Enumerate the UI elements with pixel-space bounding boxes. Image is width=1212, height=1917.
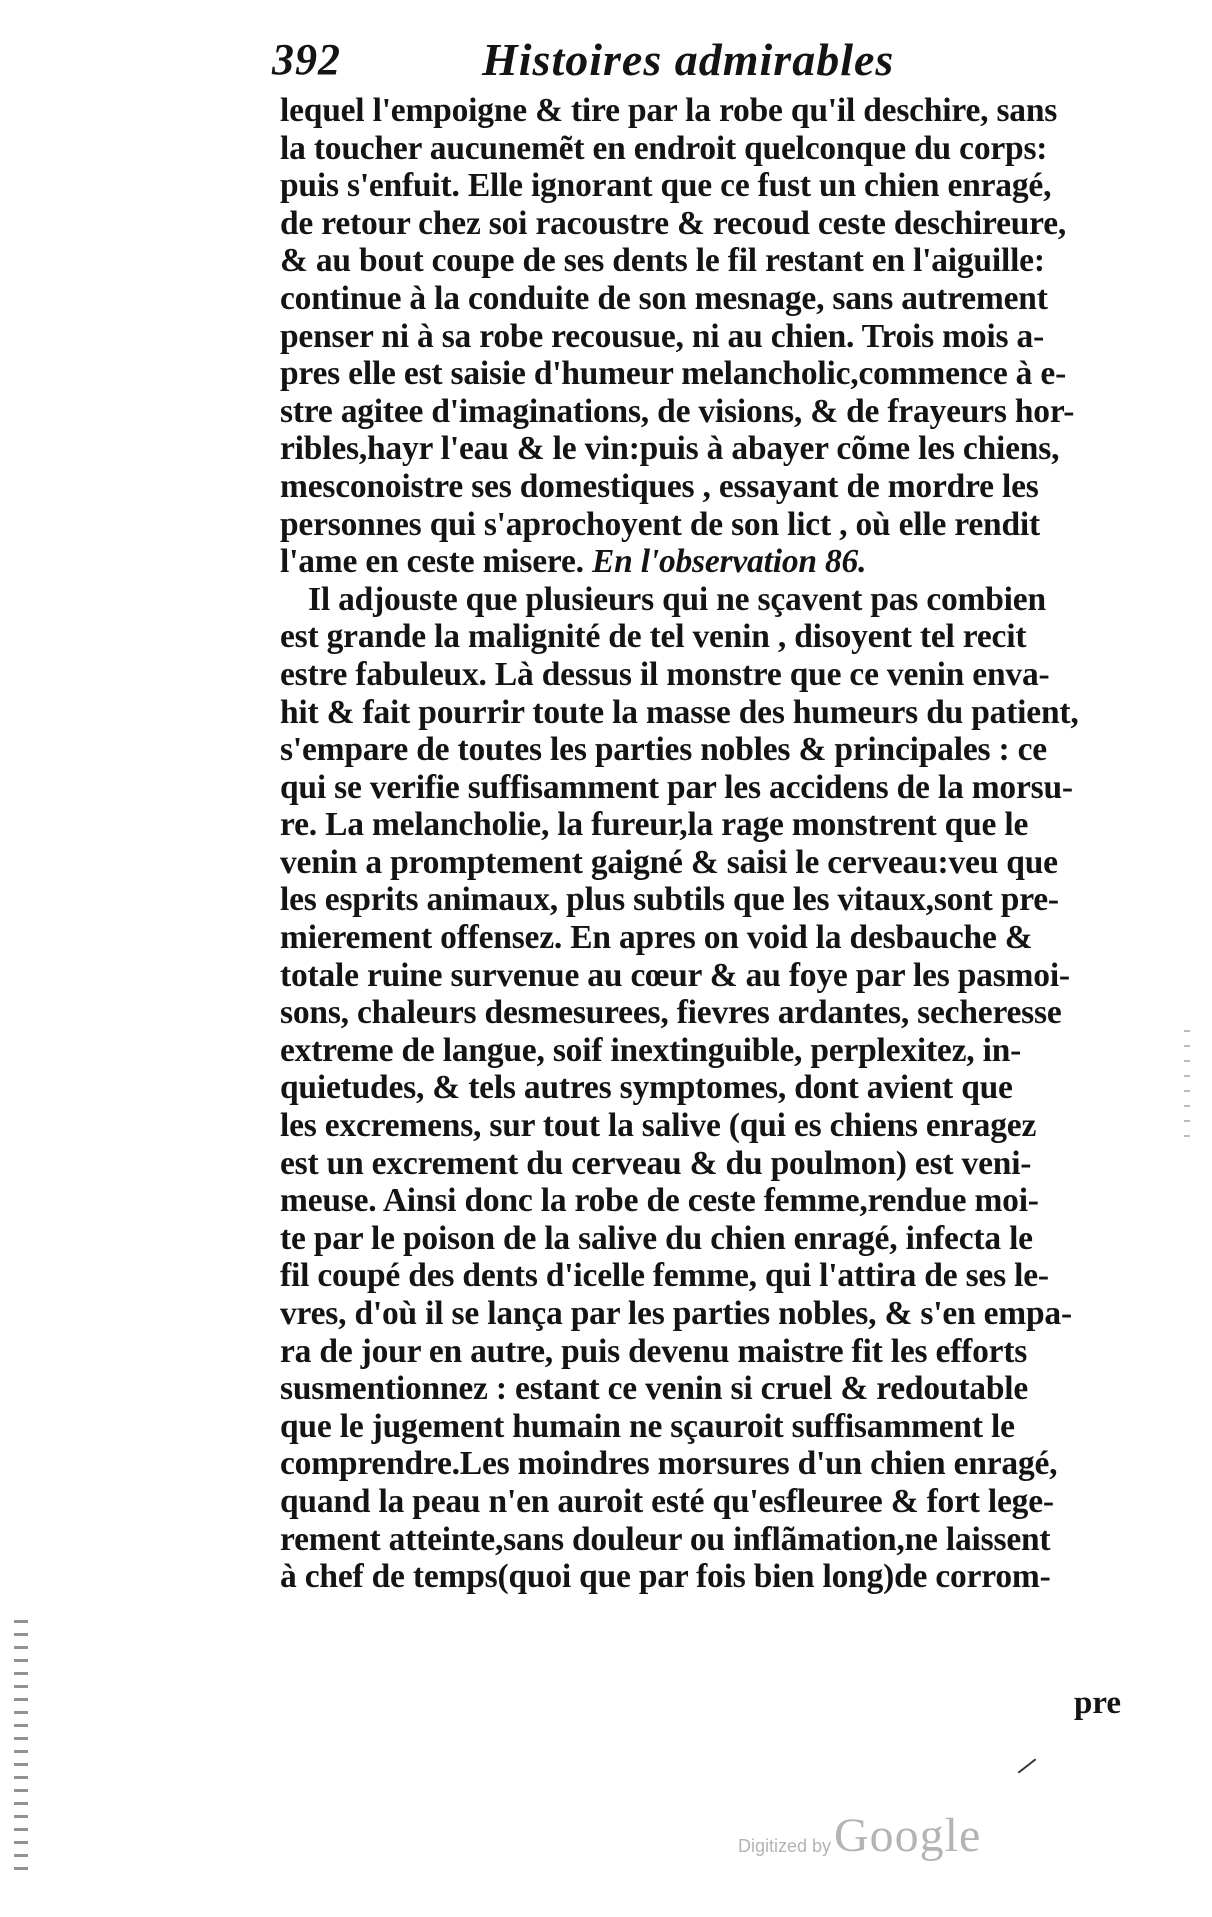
text-line-content: puis s'enfuit. Elle ignorant que ce fust un chien enragé, — [280, 167, 1052, 205]
text-line-content: de retour chez soi racoustre & recoud ceste deschireure, — [280, 204, 1067, 242]
text-line — [280, 581, 1138, 619]
digitized-by-label: Digitized by — [738, 1836, 832, 1856]
text-line — [280, 1445, 1138, 1483]
text-line-content: penser ni à sa robe recousue, ni au chien. Trois mois a- — [280, 317, 1045, 355]
text-line-content: extreme de langue, soif inextinguible, perplexitez, in- — [280, 1031, 1022, 1069]
digitized-watermark — [738, 1808, 998, 1868]
ink-tick-mark — [1018, 1758, 1037, 1773]
text-line — [280, 242, 1138, 280]
text-line — [280, 844, 1138, 882]
text-line — [280, 1220, 1138, 1258]
google-logo: Google — [834, 1809, 982, 1862]
text-line-content: l'ame en ceste misere. — [280, 543, 584, 581]
page-number: 392 — [272, 35, 341, 84]
text-line — [280, 919, 1138, 957]
text-line-content: vres, d'où il se lança par les parties nobles, & s'en empa- — [280, 1295, 1072, 1332]
text-line-content: & au bout coupe de ses dents le fil restant en l'aiguille: — [280, 242, 1045, 280]
text-line — [280, 1408, 1138, 1446]
text-line — [280, 1069, 1138, 1107]
text-line — [280, 92, 1138, 130]
text-line-content: les esprits animaux, plus subtils que les vitaux,sont pre- — [280, 881, 1059, 919]
text-line-content: que le jugement humain ne sçauroit suffisamment le — [280, 1407, 1015, 1445]
text-line — [280, 430, 1138, 468]
page-header — [262, 30, 912, 90]
text-line — [280, 1333, 1138, 1371]
text-line — [280, 1483, 1138, 1521]
text-line-content: à chef de temps(quoi que par fois bien long)de corrom- — [280, 1558, 1051, 1596]
text-line-content: mesconoistre ses domestiques , essayant de mordre les — [280, 467, 1039, 505]
text-line — [280, 1558, 1138, 1596]
text-line-content: comprendre.Les moindres morsures d'un chien enragé, — [280, 1445, 1058, 1483]
text-line — [280, 656, 1138, 694]
text-line — [280, 1107, 1138, 1145]
body-text — [280, 92, 1138, 1596]
text-line-content: venin a promptement gaigné & saisi le cerveau:veu que — [280, 843, 1058, 881]
text-line — [280, 506, 1138, 544]
text-line-content: ribles,hayr l'eau & le vin:puis à abayer cõme les chiens, — [280, 430, 1060, 468]
text-line-content: ra de jour en autre, puis devenu maistre fit les efforts — [280, 1332, 1028, 1370]
text-line — [280, 994, 1138, 1032]
text-line-content: hit & fait pourrir toute la masse des humeurs du patient, — [280, 693, 1079, 731]
text-line — [280, 130, 1138, 168]
marginal-reference: En l'observation 86. — [591, 543, 867, 581]
text-line — [280, 280, 1138, 318]
text-line — [280, 881, 1138, 919]
text-line-content: meuse. Ainsi donc la robe de ceste femme,rendue moi- — [280, 1182, 1039, 1220]
text-line — [280, 806, 1138, 844]
text-line — [280, 1295, 1138, 1333]
text-line — [280, 1521, 1138, 1559]
text-line — [280, 1145, 1138, 1183]
text-line — [280, 769, 1138, 807]
running-title: Histoires admirables — [482, 34, 895, 85]
text-line-content: te par le poison de la salive du chien enragé, infecta le — [280, 1219, 1033, 1257]
catchword: pre — [1074, 1685, 1122, 1721]
text-line-content: rement atteinte,sans douleur ou inflãmation,ne laissent — [280, 1520, 1051, 1558]
text-line-content: les excremens, sur tout la salive (qui es chiens enragez — [280, 1107, 1037, 1145]
text-line — [280, 167, 1138, 205]
text-line-content: stre agitee d'imaginations, de visions, & de frayeurs hor- — [280, 392, 1075, 430]
text-line-content: personnes qui s'aprochoyent de son lict , où elle rendit — [280, 505, 1040, 543]
text-line-content: totale ruine survenue au cœur & au foye par les pasmoi- — [280, 956, 1070, 994]
scan-gutter-marks — [14, 1620, 28, 1870]
text-line — [280, 1370, 1138, 1408]
text-line — [280, 694, 1138, 732]
scan-edge-marks — [1184, 1030, 1190, 1150]
text-line — [280, 205, 1138, 243]
text-line-content: pres elle est saisie d'humeur melancholic,commence à e- — [280, 355, 1067, 393]
text-line-content: s'empare de toutes les parties nobles & principales : ce — [280, 731, 1047, 769]
text-line — [280, 468, 1138, 506]
text-line-content: la toucher aucunemẽt en endroit quelconque du corps: — [280, 129, 1048, 167]
text-line-content: susmentionnez : estant ce venin si cruel & redoutable — [280, 1370, 1029, 1408]
text-line-content: est un excrement du cerveau & du poulmon) est veni- — [280, 1144, 1032, 1182]
text-line-content: sons, chaleurs desmesurees, fievres ardantes, secheresse — [280, 994, 1062, 1032]
text-line — [280, 957, 1138, 995]
text-line-content: Il adjouste que plusieurs qui ne sçavent pas combien — [308, 580, 1046, 618]
text-line — [280, 1182, 1138, 1220]
text-line-content: estre fabuleux. Là dessus il monstre que ce venin enva- — [280, 655, 1050, 693]
text-line-content: re. La melancholie, la fureur,la rage monstrent que le — [280, 806, 1029, 844]
text-line — [280, 543, 1138, 581]
text-line-content: quand la peau n'en auroit esté qu'esfleuree & fort lege- — [280, 1482, 1054, 1520]
text-line-content: qui se verifie suffisamment par les accidens de la morsu- — [280, 768, 1073, 806]
text-line — [280, 731, 1138, 769]
text-line-content: lequel l'empoigne & tire par la robe qu'il deschire, sans — [280, 92, 1058, 129]
text-line-content: continue à la conduite de son mesnage, sans autrement — [280, 279, 1048, 317]
text-line-content: est grande la malignité de tel venin , disoyent tel recit — [280, 618, 1027, 656]
text-line-content: quietudes, & tels autres symptomes, dont avient que — [280, 1069, 1013, 1107]
text-line — [280, 1032, 1138, 1070]
text-line — [280, 618, 1138, 656]
text-line-content: fil coupé des dents d'icelle femme, qui l'attira de ses le- — [280, 1257, 1049, 1295]
text-line — [280, 393, 1138, 431]
text-line-content: mierement offensez. En apres on void la desbauche & — [280, 919, 1033, 957]
text-line — [280, 355, 1138, 393]
text-line — [280, 1257, 1138, 1295]
text-line — [280, 318, 1138, 356]
